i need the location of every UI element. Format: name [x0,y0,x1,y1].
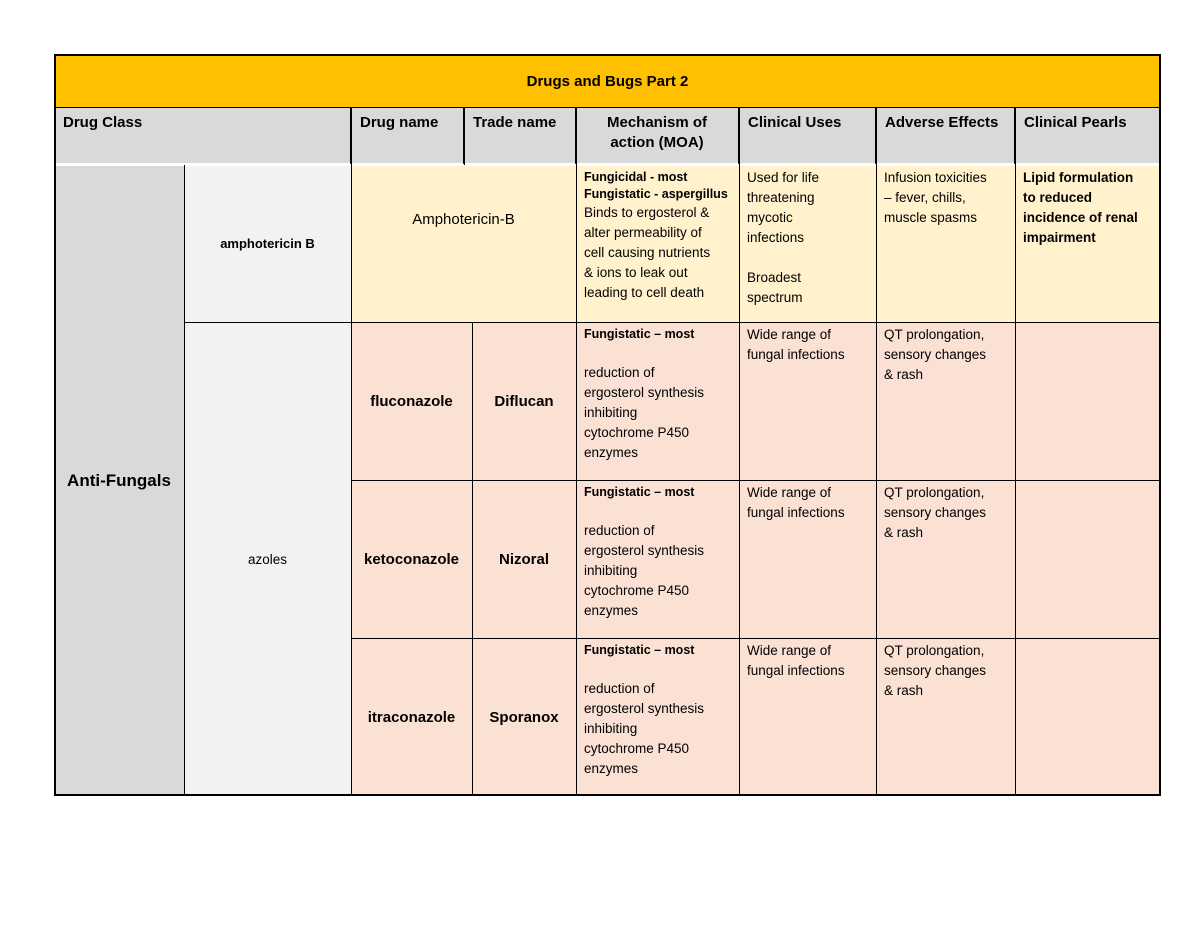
header-drug-name: Drug name [351,108,464,165]
moa-body-4: leading to cell death [584,285,705,300]
trade-name-cell: Nizoral [472,480,576,638]
uses-line: fungal infections [747,505,845,520]
drug-name-cell: itraconazole [351,638,472,796]
moa-head: Fungistatic – most [584,327,695,341]
moa-body-3: & ions to leak out [584,265,688,280]
uses-line: threatening [747,190,815,205]
drug-name-cell: fluconazole [351,322,472,480]
adverse-line: QT prolongation, [884,485,985,500]
drug-table [54,54,1161,796]
pearls-line: incidence of renal [1023,210,1138,225]
subclass-amphotericin: amphotericin B [184,165,351,322]
pearls-line: to reduced [1023,190,1093,205]
adverse-cell [876,480,1015,638]
uses-cell [739,638,876,796]
moa-body-line: enzymes [584,761,639,776]
uses-line: Wide range of [747,485,832,500]
pearls-cell [1015,480,1161,638]
moa-body-line: ergosterol synthesis [584,385,705,400]
moa-body-line: inhibiting [584,563,638,578]
uses-line: Wide range of [747,327,832,342]
header-clinical-uses: Clinical Uses [739,108,876,165]
moa-body-1: alter permeability of [584,225,702,240]
header-mechanism: Mechanism of action (MOA) [576,108,739,165]
uses-amphotericin [739,165,876,322]
pearls-amphotericin [1015,165,1161,322]
uses-line: Broadest [747,270,802,285]
pearls-cell [1015,638,1161,796]
moa-body-line: enzymes [584,445,639,460]
uses-line: fungal infections [747,663,845,678]
trade-name-cell: Diflucan [472,322,576,480]
moa-body-line: cytochrome P450 [584,425,690,440]
adverse-line: & rash [884,367,924,382]
drug-name-amphotericin: Amphotericin-B [351,165,576,322]
adverse-line: sensory changes [884,663,987,678]
header-drug-class: Drug Class [54,108,351,165]
adverse-line: & rash [884,683,924,698]
uses-line: Used for life [747,170,820,185]
uses-line: mycotic [747,210,793,225]
trade-name-cell: Sporanox [472,638,576,796]
pearls-cell [1015,322,1161,480]
moa-body-line: reduction of [584,523,655,538]
moa-body-2: cell causing nutrients [584,245,711,260]
adverse-line: sensory changes [884,347,987,362]
moa-body-line: ergosterol synthesis [584,543,705,558]
adverse-line: Infusion toxicities [884,170,987,185]
uses-cell [739,480,876,638]
moa-head: Fungistatic – most [584,643,695,657]
moa-body-line: cytochrome P450 [584,583,690,598]
pearls-line: impairment [1023,230,1096,245]
moa-head: Fungistatic – most [584,485,695,499]
moa-amphotericin [576,165,739,322]
uses-line: fungal infections [747,347,845,362]
adverse-amphotericin [876,165,1015,322]
adverse-cell [876,638,1015,796]
header-clinical-pearls: Clinical Pearls [1015,108,1161,165]
moa-body-line: ergosterol synthesis [584,701,705,716]
moa-body-0: Binds to ergosterol & [584,205,710,220]
moa-cell [576,322,739,480]
moa-line-1: Fungicidal - most [584,170,688,184]
pearls-line: Lipid formulation [1023,170,1134,185]
moa-line-2: Fungistatic - aspergillus [584,187,728,201]
adverse-line: QT prolongation, [884,643,985,658]
uses-line: Wide range of [747,643,832,658]
adverse-line: muscle spasms [884,210,978,225]
drug-class-cell: Anti-Fungals [54,165,184,796]
subclass-azoles: azoles [184,322,351,796]
adverse-line: – fever, chills, [884,190,966,205]
moa-body-line: reduction of [584,365,655,380]
adverse-line: QT prolongation, [884,327,985,342]
header-adverse-effects: Adverse Effects [876,108,1015,165]
uses-cell [739,322,876,480]
moa-body-line: inhibiting [584,721,638,736]
moa-body-line: inhibiting [584,405,638,420]
header-trade-name: Trade name [464,108,576,165]
table-title: Drugs and Bugs Part 2 [54,54,1161,108]
uses-line: spectrum [747,290,803,305]
adverse-line: sensory changes [884,505,987,520]
adverse-cell [876,322,1015,480]
uses-line: infections [747,230,805,245]
adverse-line: & rash [884,525,924,540]
moa-body-line: enzymes [584,603,639,618]
drug-name-cell: ketoconazole [351,480,472,638]
moa-body-line: reduction of [584,681,655,696]
moa-cell [576,480,739,638]
moa-body-line: cytochrome P450 [584,741,690,756]
moa-cell [576,638,739,796]
